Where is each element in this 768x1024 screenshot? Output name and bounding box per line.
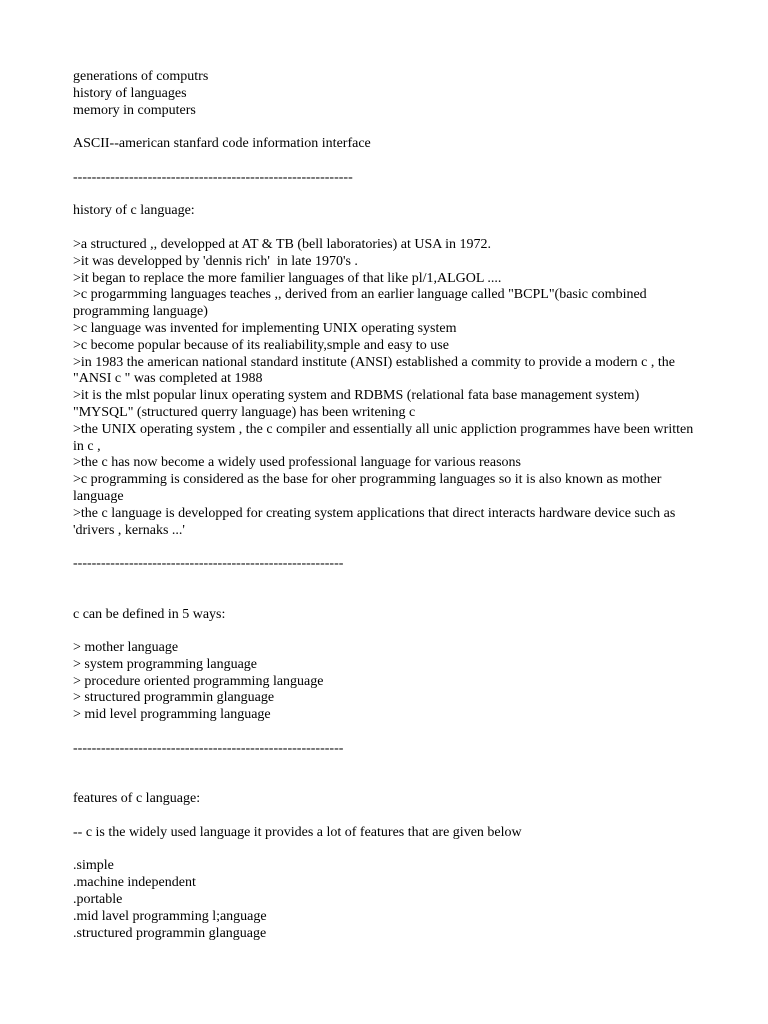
blank-line <box>73 573 713 590</box>
history-point: >the c has now become a widely used professional language for various reasons <box>73 455 521 471</box>
history-point: >c become popular because of its realiability,smple and easy to use <box>73 337 449 353</box>
blank-line <box>73 808 713 825</box>
blank-line <box>73 187 713 204</box>
definition-item: > mother language <box>73 640 179 656</box>
section-heading-history: history of c language: <box>73 203 195 219</box>
feature-item: .simple <box>73 858 114 874</box>
definition-item: > procedure oriented programming language <box>73 673 324 689</box>
blank-line <box>73 758 713 775</box>
blank-line <box>73 724 713 741</box>
history-point: >c language was invented for implementing UNIX operating system <box>73 320 457 336</box>
feature-item: .mid lavel programming l;anguage <box>73 908 267 924</box>
separator-line: ---------------------------------------------------------- <box>73 740 344 756</box>
blank-line <box>73 842 713 859</box>
history-point: >it is the mlst popular linux operating system and RDBMS (relational fata base management system) "MYSQL" (structured querry language) has been writening c <box>73 388 640 420</box>
ascii-definition: ASCII--american stanfard code information interface <box>73 136 371 152</box>
history-point: >it began to replace the more familier languages of that like pl/1,ALGOL .... <box>73 270 502 286</box>
blank-line <box>73 153 713 170</box>
topic-line: history of languages <box>73 85 187 101</box>
history-point: >c programming is considered as the base for oher programming languages so it is also known as mother language <box>73 472 662 504</box>
history-point: >in 1983 the american national standard institute (ANSI) established a commity to provide a modern c , the "ANSI c " was completed at 1988 <box>73 354 675 387</box>
definition-item: > structured programmin glanguage <box>73 690 275 706</box>
definition-item: > mid level programming language <box>73 707 271 723</box>
history-point: >it was developped by 'dennis rich' in late 1970's . <box>73 253 358 269</box>
history-point: >the c language is developped for creating system applications that direct interacts hardware device such as 'drivers , kernaks ...' <box>73 505 676 538</box>
feature-item: .portable <box>73 892 123 908</box>
topic-line: memory in computers <box>73 102 196 118</box>
blank-line <box>73 623 713 640</box>
blank-line <box>73 220 713 237</box>
section-heading-definitions: c can be defined in 5 ways: <box>73 606 226 622</box>
features-intro: -- c is the widely used language it provides a lot of features that are given below <box>73 824 522 840</box>
topic-line: generations of computrs <box>73 69 209 84</box>
history-point: >the UNIX operating system , the c compiler and essentially all unic appliction programmes have been written in c , <box>73 421 694 454</box>
feature-item: .machine independent <box>73 875 196 891</box>
feature-item: .structured programmin glanguage <box>73 925 267 941</box>
document-page <box>73 69 713 942</box>
blank-line <box>73 774 713 791</box>
separator-line: ---------------------------------------------------------- <box>73 556 344 572</box>
blank-line <box>73 590 713 607</box>
blank-line <box>73 539 713 556</box>
history-point: >a structured ,, developped at AT & TB (bell laboratories) at USA in 1972. <box>73 236 491 252</box>
section-heading-features: features of c language: <box>73 791 201 807</box>
blank-line <box>73 119 713 136</box>
definition-item: > system programming language <box>73 656 258 672</box>
separator-line: ------------------------------------------------------------ <box>73 169 353 185</box>
history-point: >c progarmming languages teaches ,, derived from an earlier language called "BCPL"(basic combined programming language) <box>73 287 647 320</box>
